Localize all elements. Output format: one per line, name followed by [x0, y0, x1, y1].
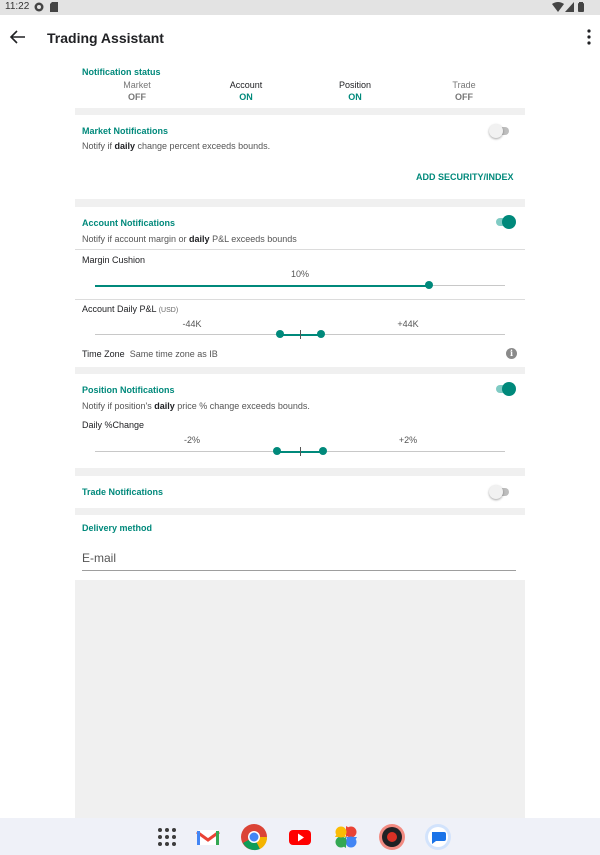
battery-icon [578, 2, 584, 12]
account-notifications-toggle[interactable] [494, 215, 516, 229]
position-notifications-title: Position Notifications [82, 385, 175, 395]
cell-signal-icon [565, 2, 574, 12]
pnl-center-tick [300, 330, 301, 339]
status-market [97, 80, 177, 102]
pnl-low-value: -44K [182, 319, 202, 329]
delivery-method-card [75, 515, 525, 580]
status-account-value: ON [239, 92, 253, 102]
status-account [206, 80, 286, 102]
account-notifications-title: Account Notifications [82, 218, 176, 228]
photos-icon[interactable] [332, 823, 360, 851]
market-notifications-description: Notify if daily change percent exceeds bounds. [82, 141, 271, 151]
more-options-icon[interactable] [582, 27, 596, 47]
delivery-method-title: Delivery method [82, 523, 153, 533]
status-trade-value: OFF [455, 92, 473, 102]
divider [75, 299, 525, 300]
margin-cushion-label: Margin Cushion [82, 255, 146, 265]
status-market-name: Market [123, 80, 151, 90]
wifi-icon [552, 2, 564, 12]
time-zone-label: Time Zone [82, 349, 125, 359]
change-low-value: -2% [183, 435, 200, 445]
status-bar [0, 0, 600, 15]
page-title: Trading Assistant [47, 30, 164, 46]
status-account-name: Account [229, 80, 263, 90]
status-trade-name: Trade [452, 80, 476, 90]
pnl-high-value: +44K [397, 319, 419, 329]
status-position-value: ON [348, 92, 362, 102]
delivery-method-input[interactable]: E-mail [82, 549, 516, 571]
status-time: 11:22 [5, 1, 30, 12]
trade-notifications-toggle[interactable] [489, 485, 511, 499]
margin-cushion-slider-thumb[interactable] [425, 281, 433, 289]
account-daily-pnl-unit: (USD) [158, 307, 179, 314]
change-high-value: +2% [398, 435, 418, 445]
status-market-value: OFF [128, 92, 146, 102]
recorder-app-icon[interactable] [378, 823, 406, 851]
market-notifications-card [75, 115, 525, 199]
info-icon[interactable]: i [506, 348, 517, 359]
position-notifications-toggle[interactable] [494, 382, 516, 396]
app-dock [0, 818, 600, 855]
time-zone-value: Same time zone as IB [129, 349, 218, 359]
app-bar [0, 15, 600, 60]
pnl-low-thumb[interactable] [276, 330, 284, 338]
settings-panel [75, 60, 525, 818]
account-daily-pnl-label: Account Daily P&L (USD) [82, 304, 179, 314]
add-security-index-button[interactable]: ADD SECURITY/INDEX [416, 172, 514, 182]
change-low-thumb[interactable] [273, 447, 281, 455]
youtube-icon[interactable] [286, 823, 314, 851]
notification-app-icon [34, 2, 44, 12]
messages-icon[interactable] [424, 823, 452, 851]
position-notifications-card [75, 374, 525, 468]
status-position [315, 80, 395, 102]
app-drawer-icon[interactable] [153, 823, 181, 851]
back-arrow-icon[interactable] [8, 27, 28, 47]
margin-cushion-value: 10% [290, 269, 309, 279]
market-notifications-toggle[interactable] [489, 124, 511, 138]
trade-notifications-card [75, 476, 525, 508]
sim-card-icon [50, 2, 58, 12]
chrome-icon[interactable] [240, 823, 268, 851]
position-notifications-description: Notify if position's daily price % change exceeds bounds. [82, 401, 310, 411]
divider [75, 249, 525, 250]
notification-status-title: Notification status [82, 67, 161, 77]
pnl-high-thumb[interactable] [317, 330, 325, 338]
account-notifications-card [75, 207, 525, 367]
notification-status-card [75, 60, 525, 108]
account-notifications-description: Notify if account margin or daily P&L exceeds bounds [82, 234, 297, 244]
status-trade [424, 80, 504, 102]
gmail-icon[interactable] [194, 823, 222, 851]
status-position-name: Position [338, 80, 372, 90]
market-notifications-title: Market Notifications [82, 126, 169, 136]
margin-cushion-slider-fill [95, 285, 429, 287]
trade-notifications-title: Trade Notifications [82, 487, 164, 497]
change-center-tick [300, 447, 301, 456]
change-high-thumb[interactable] [319, 447, 327, 455]
time-zone-row[interactable] [82, 349, 218, 359]
daily-change-label: Daily %Change [82, 420, 145, 430]
